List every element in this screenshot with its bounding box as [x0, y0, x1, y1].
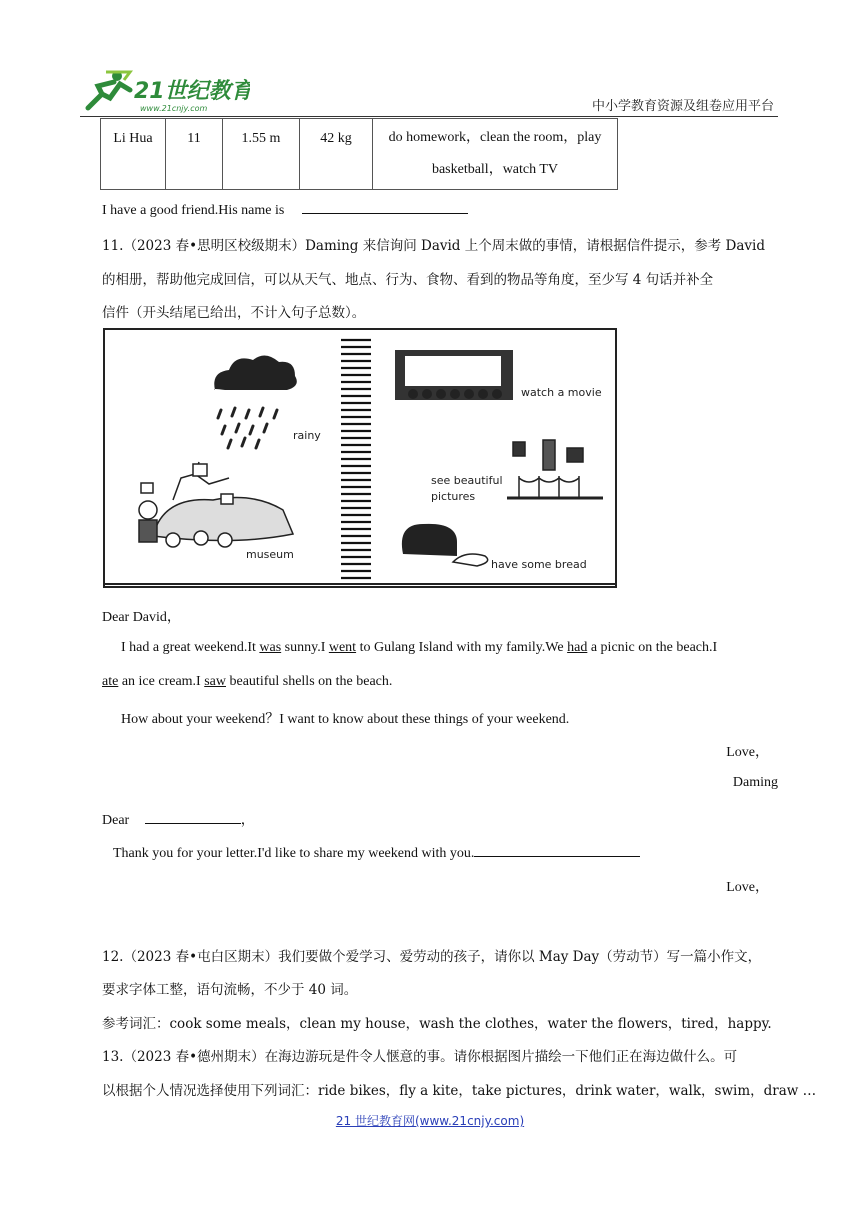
reply-greeting: Dear ，: [102, 809, 255, 829]
spiral-binding-icon: [341, 340, 371, 578]
reply-body-blank[interactable]: [474, 843, 640, 857]
cinema-icon: [395, 350, 513, 400]
label-bread: have some bread: [491, 558, 587, 571]
height-cell: 1.55 m: [241, 131, 281, 146]
weight-cell: 42 kg: [320, 131, 352, 146]
label-museum: museum: [246, 548, 294, 561]
label-see-pictures-1: see beautiful: [431, 474, 503, 487]
letter-closing: Love，: [726, 745, 769, 760]
reply-name-blank[interactable]: [145, 810, 241, 824]
reply-closing: Love，: [726, 880, 769, 895]
label-watch-movie: watch a movie: [521, 386, 602, 399]
hobby-cell: do homework，clean the room，play basketball，watch TV: [388, 130, 602, 177]
letter-paragraph1-line1: I had a great weekend.It was sunny.I went to Gulang Island with my family.We had a picnic on the beach.I: [121, 640, 718, 655]
q12-vocabulary: 参考词汇：cook some meals，clean my house，wash the clothes，water the flowers，tired，happy.: [102, 1016, 772, 1032]
letter-paragraph1-line2: ate an ice cream.I saw beautiful shells on the beach.: [102, 674, 393, 689]
header-divider: [80, 116, 778, 117]
q13-prompt-line2: 以根据个人情况选择使用下列词汇：ride bikes，fly a kite，take pictures，drink water，walk，swim，draw …: [102, 1083, 817, 1099]
logo-text: 21世纪教育: [134, 79, 250, 104]
header-slogan: 中小学教育资源及组卷应用平台: [591, 99, 774, 114]
q10-answer-line: I have a good friend.His name is: [102, 200, 468, 219]
name-cell: Li Hua: [113, 131, 153, 146]
q11-prompt-line1: 11.（2023 春•思明区校级期末）Daming 来信询问 David 上个周末做的事情，请根据信件提示，参考 David: [102, 238, 765, 254]
label-see-pictures-2: pictures: [431, 490, 476, 503]
logo-url: www.21cnjy.com: [140, 104, 208, 113]
logo-runner-icon: [80, 68, 250, 114]
q11-prompt-line3: 信件（开头结尾已给出，不计入句子总数）。: [102, 305, 366, 321]
info-table: [100, 118, 618, 190]
label-rainy: rainy: [293, 429, 321, 442]
footer-link[interactable]: 21 世纪教育网(www.21cnjy.com): [335, 1114, 525, 1128]
letter-paragraph2: How about your weekend？I want to know about these things of your weekend.: [121, 712, 570, 727]
logo: [80, 68, 250, 114]
letter-signature: Daming: [732, 775, 778, 790]
q13-prompt-line1: 13.（2023 春•德州期末）在海边游玩是件令人惬意的事。请你根据图片描绘一下他们正在海边做什么。可: [102, 1049, 738, 1065]
letter-greeting: Dear David，: [102, 610, 181, 625]
reply-body-line: Thank you for your letter.I'd like to share my weekend with you.: [113, 843, 640, 862]
q12-prompt-line1: 12.（2023 春•屯白区期末）我们要做个爱学习、爱劳动的孩子，请你以 May Day（劳动节）写一篇小作文，: [102, 949, 762, 965]
photo-album-illustration: [103, 328, 617, 590]
name-blank[interactable]: [302, 200, 468, 214]
age-cell: 11: [187, 131, 201, 146]
q12-prompt-line2: 要求字体工整，语句流畅，不少于 40 词。: [102, 982, 358, 998]
q11-prompt-line2: 的相册，帮助他完成回信，可以从天气、地点、行为、食物、看到的物品等角度，至少写 4 句话并补全: [102, 272, 714, 288]
table-row: [101, 119, 618, 190]
